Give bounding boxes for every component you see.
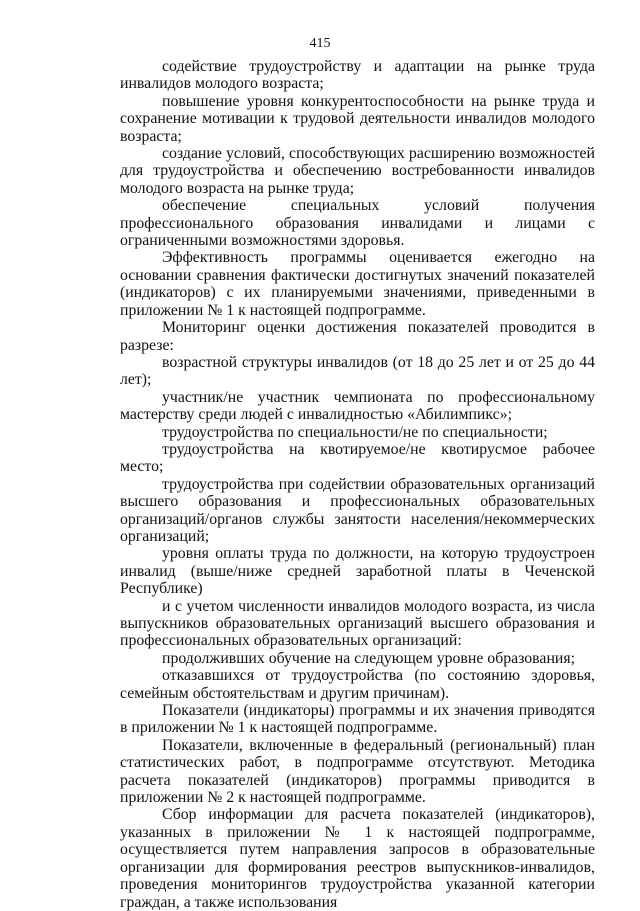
- paragraph: Сбор информации для расчета показателей (индикаторов), указанных в приложении № 1 к настоящей подпрограмме, осуществляется путем направления запросов в образовательные организации для формирования реестров выпускников-инвалидов, проведения мониторингов трудоустройства указанной категории граждан, а также использования: [120, 806, 595, 911]
- paragraph: обеспечение специальных условий получения профессионального образования инвалидами и лицами с ограниченными возможностями здоровья.: [120, 197, 595, 250]
- page-number: 415: [309, 36, 331, 51]
- paragraph: создание условий, способствующих расширению возможностей для трудоустройства и обеспечению востребованности инвалидов молодого возраста на рынке труда;: [120, 145, 595, 197]
- paragraph: Мониторинг оценки достижения показателей проводится в разрезе:: [120, 319, 595, 354]
- paragraph: трудоустройства на квотируемое/не квотирусмое рабочее место;: [120, 440, 595, 476]
- paragraph: Показатели, включенные в федеральный (региональный) план статистических работ, в подпрограмме отсутствуют. Методика расчета показателей (индикаторов) программы приводится в приложении № 2 к настоящей подпрограмме.: [120, 736, 595, 807]
- paragraph: содействие трудоустройству и адаптации на рынке труда инвалидов молодого возраста;: [120, 58, 595, 93]
- paragraph: Показатели (индикаторы) программы и их значения приводятся в приложении № 1 к настоящей подпрограмме.: [120, 702, 595, 737]
- paragraph: продолживших обучение на следующем уровне образования;: [162, 649, 576, 667]
- paragraph: участник/не участник чемпионата по профессиональному мастерству среди людей с инвалидностью «Абилимпикс»;: [120, 388, 595, 424]
- paragraph: Эффективность программы оценивается ежегодно на основании сравнения фактически достигнутых значений показателей (индикаторов) с их планируемыми значениями, приведенными в приложении № 1 к настоящей подпрограмме.: [120, 249, 595, 319]
- paragraph: трудоустройства по специальности/не по специальности;: [162, 423, 548, 441]
- paragraph: отказавшихся от трудоустройства (по состоянию здоровья, семейным обстоятельствам и другим причинам).: [120, 667, 595, 702]
- paragraph: повышение уровня конкурентоспособности на рынке труда и сохранение мотивации к трудовой деятельности инвалидов молодого возраста;: [120, 92, 595, 145]
- paragraph: и с учетом численности инвалидов молодого возраста, из числа выпускников образовательных организаций высшего образования и профессиональных образовательных организаций:: [120, 597, 595, 650]
- document-body: [120, 58, 595, 911]
- paragraph: возрастной структуры инвалидов (от 18 до 25 лет и от 25 до 44 лет);: [120, 353, 595, 389]
- paragraph: трудоустройства при содействии образовательных организаций высшего образования и профессиональных образовательных организаций/органов службы занятости населения/некоммерческих организаций;: [120, 475, 595, 545]
- paragraph: уровня оплаты труда по должности, на которую трудоустроен инвалид (выше/ниже средней заработной платы в Чеченской Республике): [120, 545, 595, 598]
